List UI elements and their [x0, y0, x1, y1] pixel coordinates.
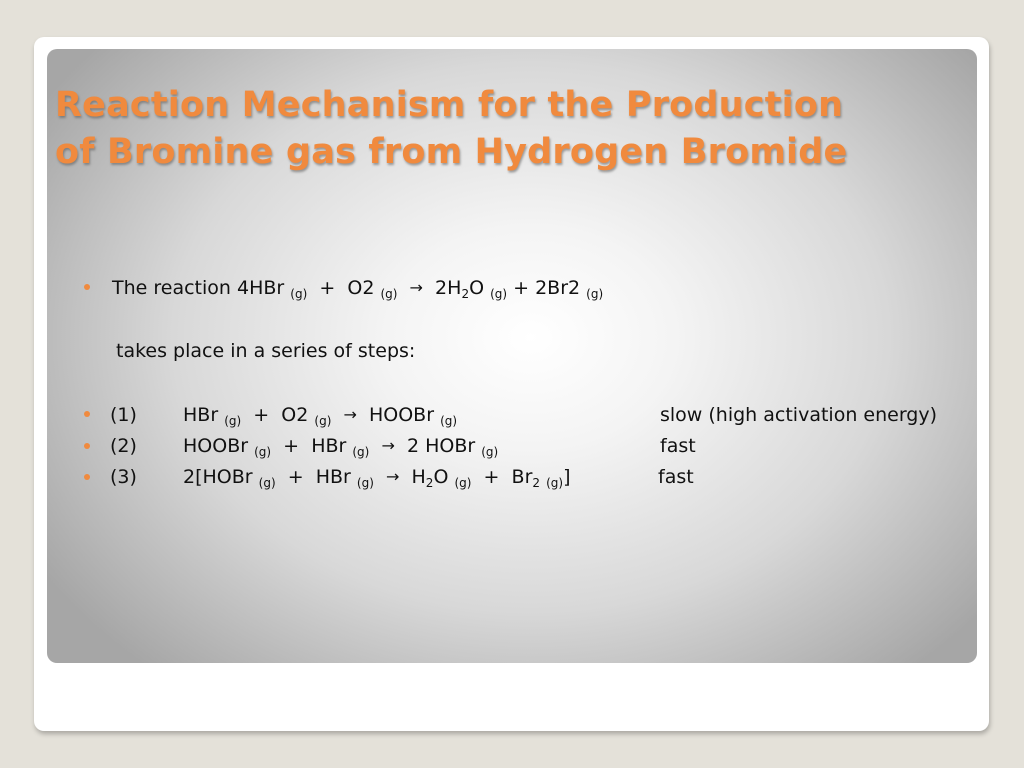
step-equation — [183, 434, 498, 464]
plus-sign: + — [253, 404, 270, 426]
water-coef: 2H — [435, 277, 462, 299]
step-equation — [183, 465, 571, 495]
bullet-icon — [84, 443, 90, 449]
plus-sign: + — [483, 466, 500, 488]
step-number: (3) — [110, 466, 137, 488]
phase-label: (g) — [290, 287, 308, 301]
step-equation — [183, 403, 457, 433]
right-arrow-icon: → — [381, 436, 395, 455]
bromine-term: + 2Br — [513, 277, 569, 299]
eq-term: HBr — [183, 404, 219, 426]
eq-term: HOOBr — [183, 435, 249, 457]
bullet-icon — [84, 411, 90, 417]
subscript-2: 2 — [461, 287, 470, 301]
eq-term: 2[HOBr — [183, 466, 253, 488]
eq-term: HBr — [311, 435, 347, 457]
eq-term: HOOBr — [368, 404, 435, 426]
eq-term: HBr — [315, 466, 351, 488]
right-arrow-icon: → — [386, 467, 400, 486]
eq-term: H — [411, 466, 426, 488]
bullet-icon — [84, 284, 90, 290]
phase-label: (g) — [258, 476, 276, 490]
intro-equation — [112, 276, 603, 306]
plus-sign: + — [283, 435, 300, 457]
phase-label: (g) — [546, 476, 564, 490]
step-rate: fast — [658, 466, 694, 488]
subscript-2: 2 — [425, 476, 434, 490]
step-rate: slow (high activation energy) — [660, 404, 938, 426]
subscript-2: 2 — [532, 476, 541, 490]
eq-term: Br — [511, 466, 533, 488]
phase-label: (g) — [586, 287, 604, 301]
slide-title-line-2: of Bromine gas from Hydrogen Bromide — [55, 132, 848, 172]
plus-sign: + — [287, 466, 304, 488]
closing-bracket: ] — [563, 466, 571, 488]
subscript-2: 2 — [296, 404, 309, 426]
eq-term: O — [433, 466, 449, 488]
right-arrow-icon: → — [409, 278, 423, 297]
step-number: (2) — [110, 435, 137, 457]
phase-label: (g) — [314, 414, 332, 428]
phase-label: (g) — [352, 445, 370, 459]
eq-term: O — [281, 404, 297, 426]
eq-term: 2 HOBr — [406, 435, 476, 457]
intro-prefix: The reaction 4HBr — [112, 277, 285, 299]
subscript-2: 2 — [568, 277, 581, 299]
right-arrow-icon: → — [343, 405, 357, 424]
oxygen-symbol: O — [347, 277, 363, 299]
slide-title-line-1: Reaction Mechanism for the Production — [55, 85, 844, 125]
bullet-icon — [84, 474, 90, 480]
step-rate: fast — [660, 435, 696, 457]
phase-label: (g) — [440, 414, 458, 428]
step-number: (1) — [110, 404, 137, 426]
phase-label: (g) — [224, 414, 242, 428]
subscript-2: 2 — [362, 277, 375, 299]
plus-sign: + — [319, 277, 336, 299]
phase-label: (g) — [490, 287, 508, 301]
phase-label: (g) — [356, 476, 374, 490]
phase-label: (g) — [380, 287, 398, 301]
intro-continuation: takes place in a series of steps: — [116, 340, 416, 362]
phase-label: (g) — [254, 445, 272, 459]
phase-label: (g) — [454, 476, 472, 490]
phase-label: (g) — [481, 445, 499, 459]
water-o: O — [469, 277, 485, 299]
